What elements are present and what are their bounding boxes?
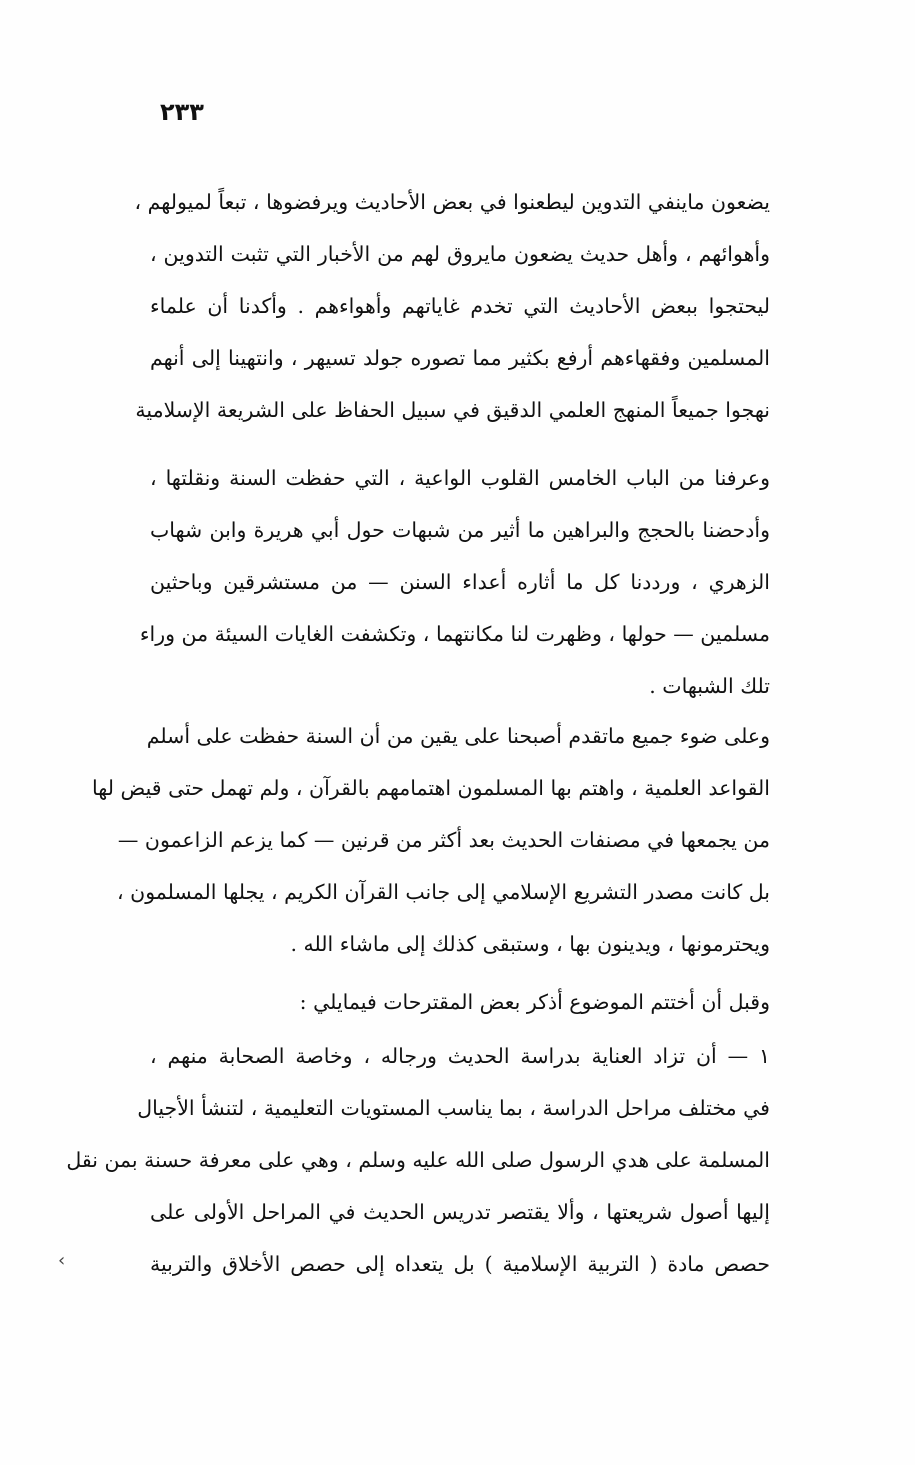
paragraph-line: المسلمة على هدي الرسول صلى الله عليه وسلم ، وهي على معرفة حسنة بمن نقل [66, 1148, 770, 1172]
paragraph-line: ويحترمونها ، ويدينون بها ، وستبقى كذلك إلى ماشاء الله . [290, 932, 770, 956]
paragraph-line: حصص مادة ( التربية الإسلامية ) بل يتعداه إلى حصص الأخلاق والتربية [150, 1252, 770, 1276]
paragraph-4 [150, 976, 770, 1028]
paragraph-line: من يجمعها في مصنفات الحديث بعد أكثر من قرنين — كما يزعم الزاعمون — [117, 828, 770, 852]
paragraph-line: وأهوائهم ، وأهل حديث يضعون مايروق لهم من الأخبار التي تثبت التدوين ، [150, 242, 770, 266]
paragraph-5 [66, 1030, 770, 1290]
paragraph-line: مسلمين — حولها ، وظهرت لنا مكانتهما ، وتكشفت الغايات السيئة من وراء [139, 622, 770, 646]
paragraph-2 [139, 452, 770, 712]
paragraph-line: في مختلف مراحل الدراسة ، بما يناسب المستويات التعليمية ، لتنشأ الأجيال [137, 1096, 770, 1120]
paragraph-line: يضعون ماينفي التدوين ليطعنوا في بعض الأحاديث ويرفضوها ، تبعاً لميولهم ، [134, 190, 770, 214]
paragraph-line: ١ — أن تزاد العناية بدراسة الحديث ورجاله ، وخاصة الصحابة منهم ، [150, 1044, 770, 1068]
paragraph-line: وعلى ضوء جميع ماتقدم أصبحنا على يقين من أن السنة حفظت على أسلم [146, 724, 770, 748]
paragraph-3 [92, 710, 770, 970]
paragraph-line: وأدحضنا بالحجج والبراهين ما أثير من شبهات حول أبي هريرة وابن شهاب [150, 518, 770, 542]
margin-mark: ‹ [58, 1250, 66, 1271]
paragraph-line: بل كانت مصدر التشريع الإسلامي إلى جانب القرآن الكريم ، يجلها المسلمون ، [117, 880, 770, 904]
paragraph-line: الزهري ، ورددنا كل ما أثاره أعداء السنن — من مستشرقين وباحثين [150, 570, 770, 594]
paragraph-line: ليحتجوا ببعض الأحاديث التي تخدم غاياتهم وأهواءهم . وأكدنا أن علماء [150, 294, 770, 318]
page-number: ٢٣٣ [160, 98, 204, 126]
paragraph-line: المسلمين وفقهاءهم أرفع بكثير مما تصوره جولد تسيهر ، وانتهينا إلى أنهم [150, 346, 770, 370]
paragraph-line: وقبل أن أختتم الموضوع أذكر بعض المقترحات فيمايلي : [299, 990, 770, 1014]
paragraph-line: نهجوا جميعاً المنهج العلمي الدقيق في سبيل الحفاظ على الشريعة الإسلامية [135, 398, 770, 422]
paragraph-line: القواعد العلمية ، واهتم بها المسلمون اهتمامهم بالقرآن ، ولم تهمل حتى قيض لها [92, 776, 770, 800]
paragraph-line: تلك الشبهات . [649, 674, 770, 698]
paragraph-1 [134, 176, 770, 436]
paragraph-line: وعرفنا من الباب الخامس القلوب الواعية ، التي حفظت السنة ونقلتها ، [150, 466, 770, 490]
paragraph-line: إليها أصول شريعتها ، وألا يقتصر تدريس الحديث في المراحل الأولى على [150, 1200, 770, 1224]
